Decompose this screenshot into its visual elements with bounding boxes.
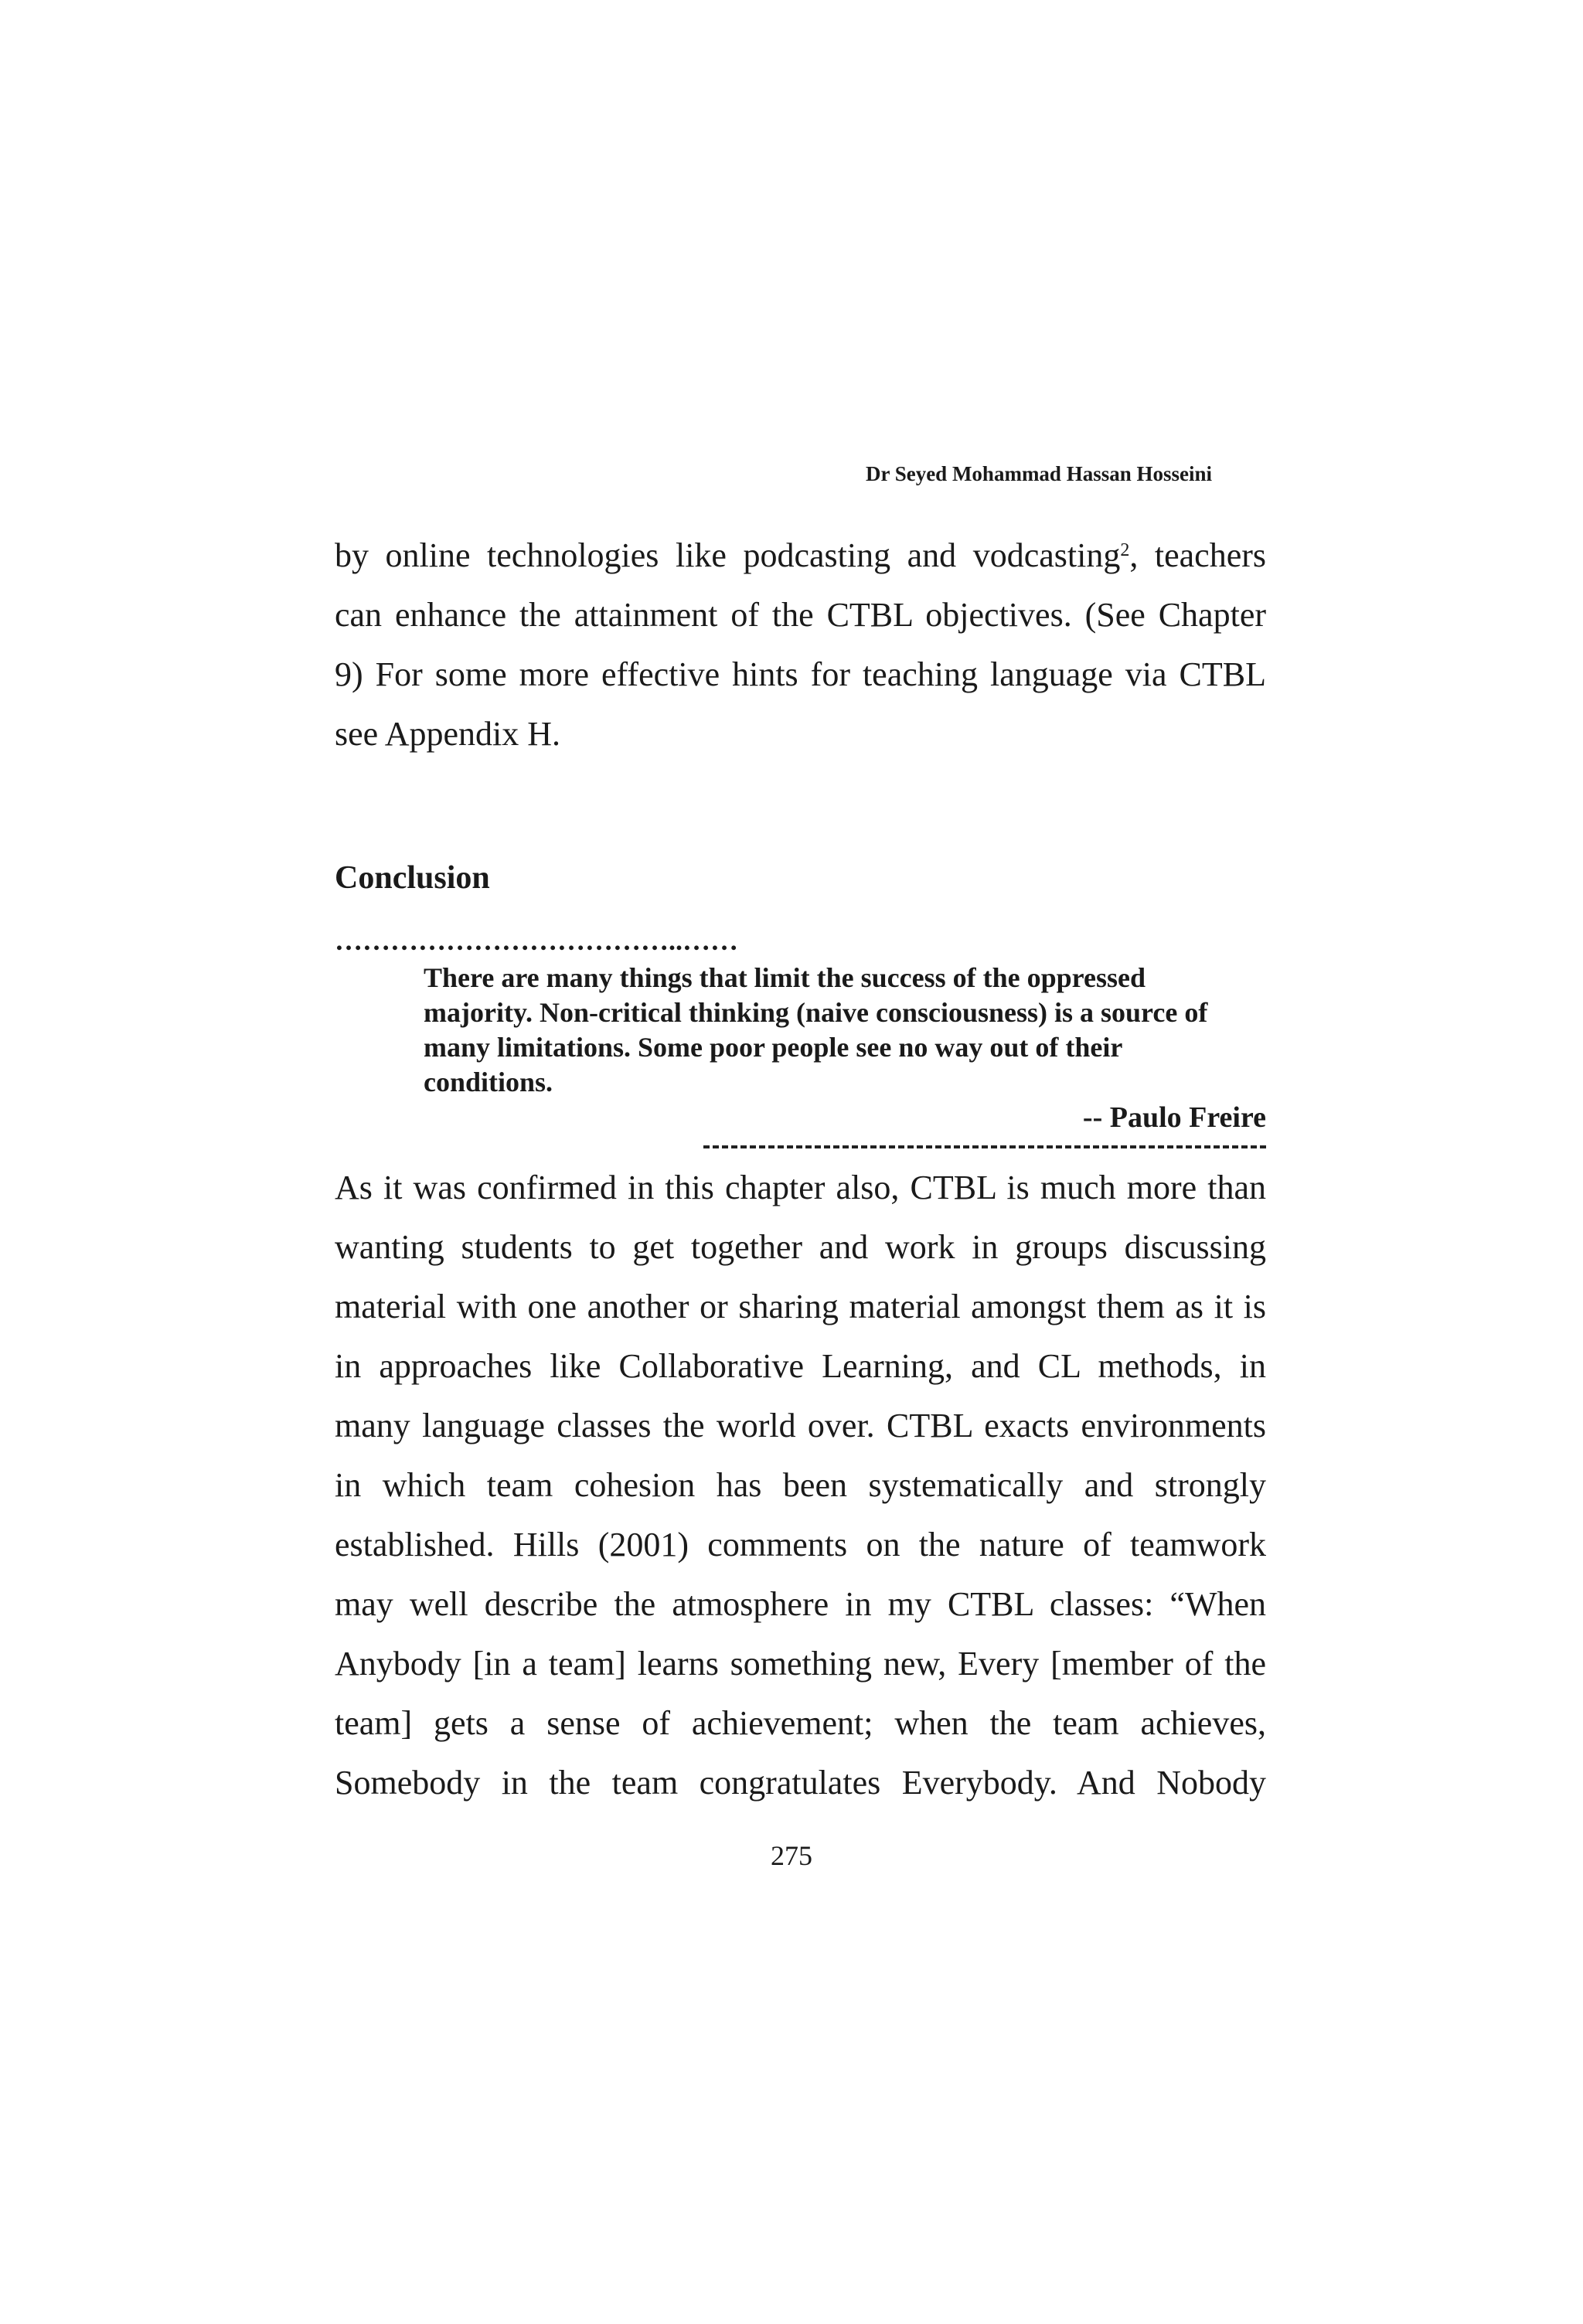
paragraph-line: in which team cohesion has been systematically and strongly (335, 1466, 1266, 1504)
paragraph-line: in approaches like Collaborative Learning, and CL methods, in (335, 1347, 1266, 1385)
paragraph-line: see Appendix H. (335, 715, 561, 753)
epigraph-quote (424, 961, 1266, 1100)
line-text-tail: , teachers (1129, 536, 1266, 574)
paragraph-line: 9) For some more effective hints for teaching language via CTBL (335, 655, 1266, 693)
paragraph-main (335, 1158, 1266, 1812)
quote-line: conditions. (424, 1067, 553, 1097)
paragraph-line: can enhance the attainment of the CTBL objectives. (See Chapter (335, 596, 1266, 634)
footnote-mark: 2 (1120, 540, 1130, 560)
running-head: Dr Seyed Mohammad Hassan Hosseini (865, 462, 1212, 485)
paragraph-line: Anybody [in a team] learns something new, Every [member of the (335, 1645, 1266, 1683)
paragraph-line: established. Hills (2001) comments on the nature of teamwork (335, 1526, 1266, 1564)
page-number: 275 (771, 1840, 812, 1871)
paragraph-line: may well describe the atmosphere in my CTBL classes: “When (335, 1585, 1266, 1623)
dotted-separator: ………………………………..…… (335, 925, 738, 956)
paragraph-line: team] gets a sense of achievement; when the team achieves, (335, 1704, 1266, 1742)
quote-line: many limitations. Some poor people see no way out of their (424, 1032, 1123, 1063)
paragraph-line: material with one another or sharing material amongst them as it is (335, 1288, 1266, 1325)
quote-attribution: -- Paulo Freire (1082, 1101, 1266, 1134)
paragraph-line: wanting students to get together and work in groups discussing (335, 1228, 1266, 1266)
paragraph-line: many language classes the world over. CTBL exacts environments (335, 1407, 1266, 1444)
line-text: by online technologies like podcasting and vodcasting (335, 536, 1121, 574)
paragraph-intro (335, 526, 1266, 764)
paragraph-line: Somebody in the team congratulates Everybody. And Nobody (335, 1764, 1266, 1802)
quote-line: There are many things that limit the success of the oppressed (424, 962, 1146, 993)
paragraph-line (335, 526, 1266, 585)
quote-line: majority. Non-critical thinking (naive consciousness) is a source of (424, 997, 1208, 1028)
section-heading: Conclusion (335, 860, 490, 896)
paragraph-line: As it was confirmed in this chapter also, CTBL is much more than (335, 1169, 1266, 1206)
